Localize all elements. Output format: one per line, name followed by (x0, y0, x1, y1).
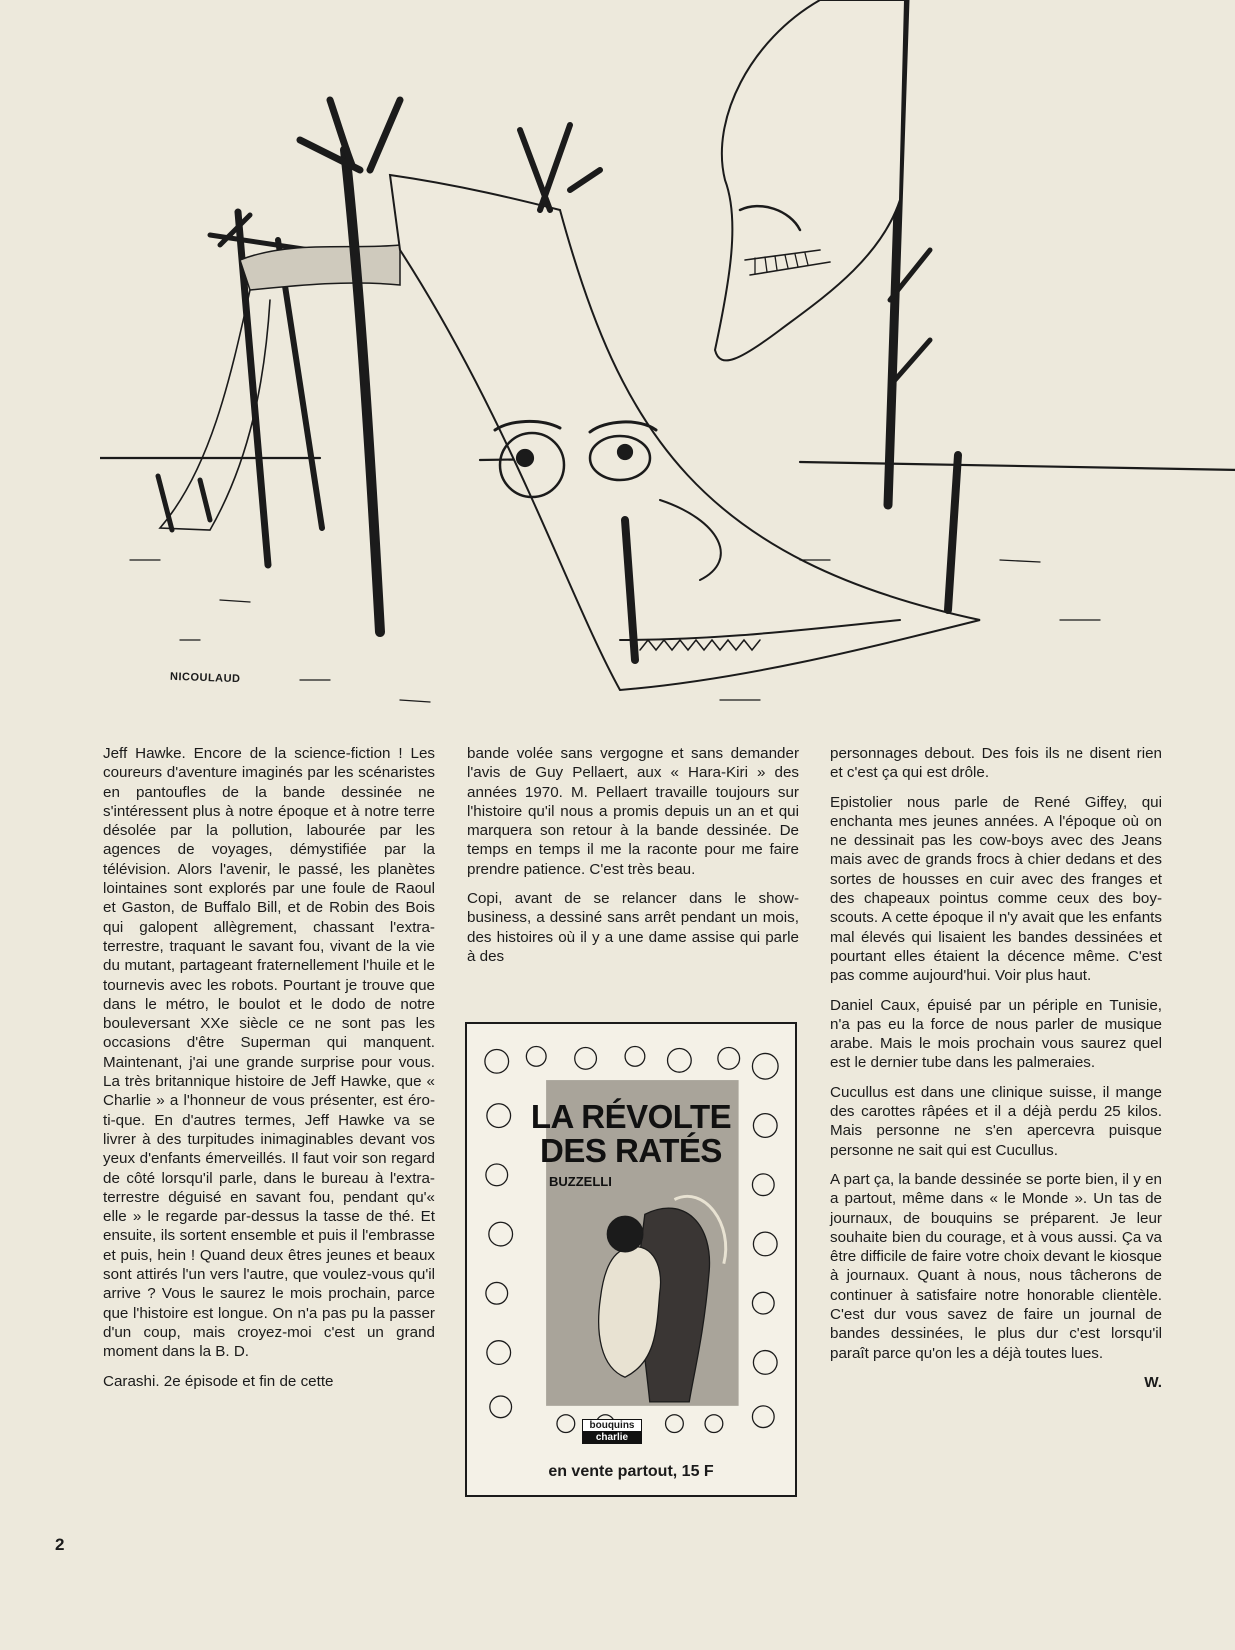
badge-line-1: bouquins (589, 1420, 635, 1431)
paragraph: A part ça, la bande dessinée se porte bien, il y en a partout, même dans « le Monde ». Un tas de journaux, de bouquins se préparent. Je leur souhaite bien du courage, et à vous aussi. Ça va être difficile de faire votre choix devant le kiosque à journaux. Quant à nous, nous tâcherons de continuer à satisfaire notre honorable clientèle. C'est dur vous savez de faire un journal de bandes dessinées, le plus dur c'est lorsqu'il paraît parce qu'on les a déjà toutes lues. (830, 1170, 1162, 1362)
paragraph: Copi, avant de se relancer dans le show-business, a dessiné sans arrêt pendant un mois, des histoires où il y a une dame assise qui parle à des (467, 890, 799, 965)
paragraph: Daniel Caux, épuisé par un périple en Tunisie, n'a pas eu la force de nous parler de musique arabe. Mais le mois prochain vous saurez quel est le dernier tube dans les palmeraies. (830, 996, 1162, 1072)
artist-signature: NICOULAUD (169, 670, 241, 686)
page-number: 2 (55, 1535, 65, 1554)
advert-title (477, 1100, 785, 1168)
publisher-badge (582, 1419, 642, 1444)
advert-illustration (477, 1034, 785, 1446)
advert-title-line-2: DES RATÉS (540, 1132, 722, 1169)
article-column-3 (830, 744, 1162, 1392)
book-advert (465, 1022, 797, 1497)
advert-price-line: en vente partout, 15 F (548, 1463, 714, 1480)
paragraph: Carashi. 2e épisode et fin de cette (103, 1372, 334, 1390)
advert-title-line-1: LA RÉVOLTE (530, 1098, 732, 1135)
article-column-1 (103, 744, 435, 1401)
paragraph: Jeff Hawke. Encore de la science-fiction ! Les coureurs d'aventure imaginés par les scénaristes en pantoufles de la bande dessinée ne s'intéressent plus à notre époque et à notre terre désolée par la pollution, labourée par les agences de voyages, démystifiée par la télévision. Alors l'avenir, le passé, les planètes lointaines sont explorés par une foule de Raoul et Gaston, de Buffalo Bill, et de Robin des Bois qui galopent allègrement, chassant l'extra-terrestre, traquant le savant fou, vivant de la vie du mutant, partageant fraternellement l'huile et le tournevis avec les robots. Pourtant je trouve que dans le métro, le boulot et le dodo de notre bouleversant XXe siècle ce ne sont pas les occasions d'être Superman qui manquent. Maintenant, j'ai une grande surprise pour vous. La très britannique histoire de Jeff Hawke, que « Charlie » a l'honneur de vous présenter, est éro-ti-que. En d'autres termes, Jeff Hawke va se livrer à des turpitudes inimaginables devant vos yeux d'enfants émerveillés. Il faut voir son regard de côté lorsqu'il parle, dans le bureau à l'extra-terrestre déguisé en savant fou, pendant qu'« elle » le regarde par-dessus la tasse de thé. Et ensuite, ils sortent ensemble et puis il l'embrasse et puis, hein ! Quand deux êtres jeunes et beaux sont attirés l'un vers l'autre, que voulez-vous qu'il arrive ? Vous le saurez le mois prochain, parce que l'histoire est longue. On n'a pas pu la passer d'un coup, mais croyez-moi c'est un grand moment dans la B. D. (103, 745, 435, 1361)
paragraph: personnages debout. Des fois ils ne disent rien et c'est ça qui est drôle. (830, 745, 1162, 782)
desert-tent-face-drawing (100, 0, 1235, 745)
paragraph: Epistolier nous parle de René Giffey, qui enchanta mes jeunes années. A l'époque où on ne dessinait pas les cow-boys avec des Jeans mais avec de grands frocs à chier dedans et des sortes de housses en cuir avec des franges et des chapeaux pointus comme ceux des boy-scouts. A cette époque il n'y avait que les enfants mal élevés qui lisaient les bandes dessinées et pourtant elles étaient la décence même. C'est pas comme aujourd'hui. Voir plus haut. (830, 793, 1162, 985)
paragraph: Cucullus est dans une clinique suisse, il mange des carottes râpées et il a déjà perdu 25 kilos. Mais personne ne s'en apercevra puisque personne ne sait qui est Cucullus. (830, 1083, 1162, 1159)
paragraph: bande volée sans vergogne et sans demander l'avis de Guy Pellaert, aux « Hara-Kiri » des années 1970. M. Pellaert travaille toujours sur l'histoire qu'il nous a promis depuis un an et qui marquera son retour à la bande dessinée. De temps en temps il me la raconte pour me faire prendre patience. C'est très beau. (467, 745, 799, 878)
cover-illustration (100, 0, 1235, 745)
advert-author: BUZZELLI (549, 1174, 612, 1189)
advert-artwork (477, 1034, 785, 1446)
badge-line-2: charlie (583, 1431, 641, 1443)
author-signoff: W. (1144, 1373, 1162, 1391)
article-column-2 (467, 744, 799, 976)
